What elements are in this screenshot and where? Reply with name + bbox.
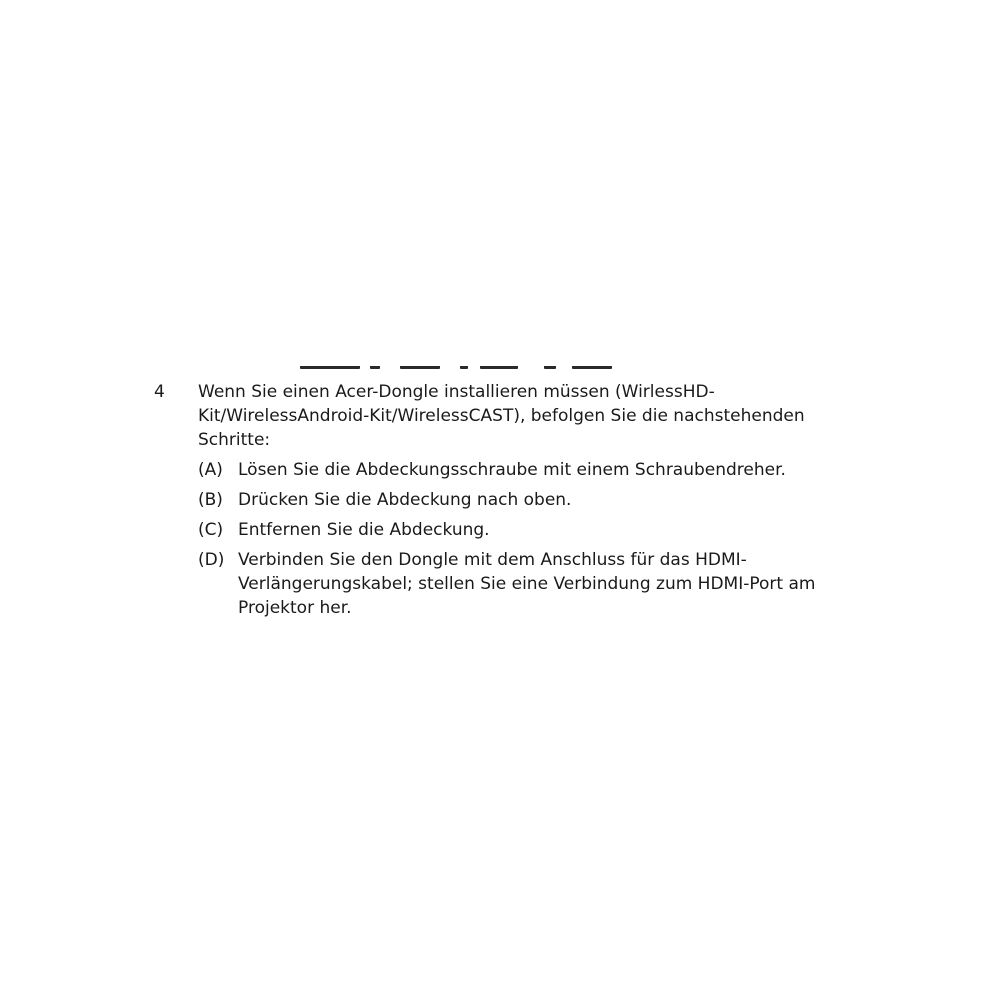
substep-b	[198, 488, 858, 512]
substep-a	[198, 458, 858, 482]
step-text: Wenn Sie einen Acer-Dongle installieren müssen (WirlessHD-Kit/WirelessAndroid-Kit/WirelessCAST), befolgen Sie die nachstehenden Schritte:	[198, 382, 805, 450]
cropped-previous-text-line	[300, 366, 620, 371]
substep-text: Entfernen Sie die Abdeckung.	[238, 520, 490, 540]
substep-label: (C)	[198, 520, 224, 540]
substep-label: (D)	[198, 550, 225, 570]
substep-text: Lösen Sie die Abdeckungsschraube mit einem Schraubendreher.	[238, 460, 786, 480]
substep-label: (B)	[198, 490, 223, 510]
step-number: 4	[154, 382, 165, 402]
substep-d	[198, 548, 858, 620]
substep-list	[198, 458, 858, 626]
substep-c	[198, 518, 858, 542]
substep-label: (A)	[198, 460, 223, 480]
substep-text: Verbinden Sie den Dongle mit dem Anschluss für das HDMI-Verlängerungskabel; stellen Sie eine Verbindung zum HDMI-Port am Projektor her.	[238, 550, 816, 618]
substep-text: Drücken Sie die Abdeckung nach oben.	[238, 490, 572, 510]
